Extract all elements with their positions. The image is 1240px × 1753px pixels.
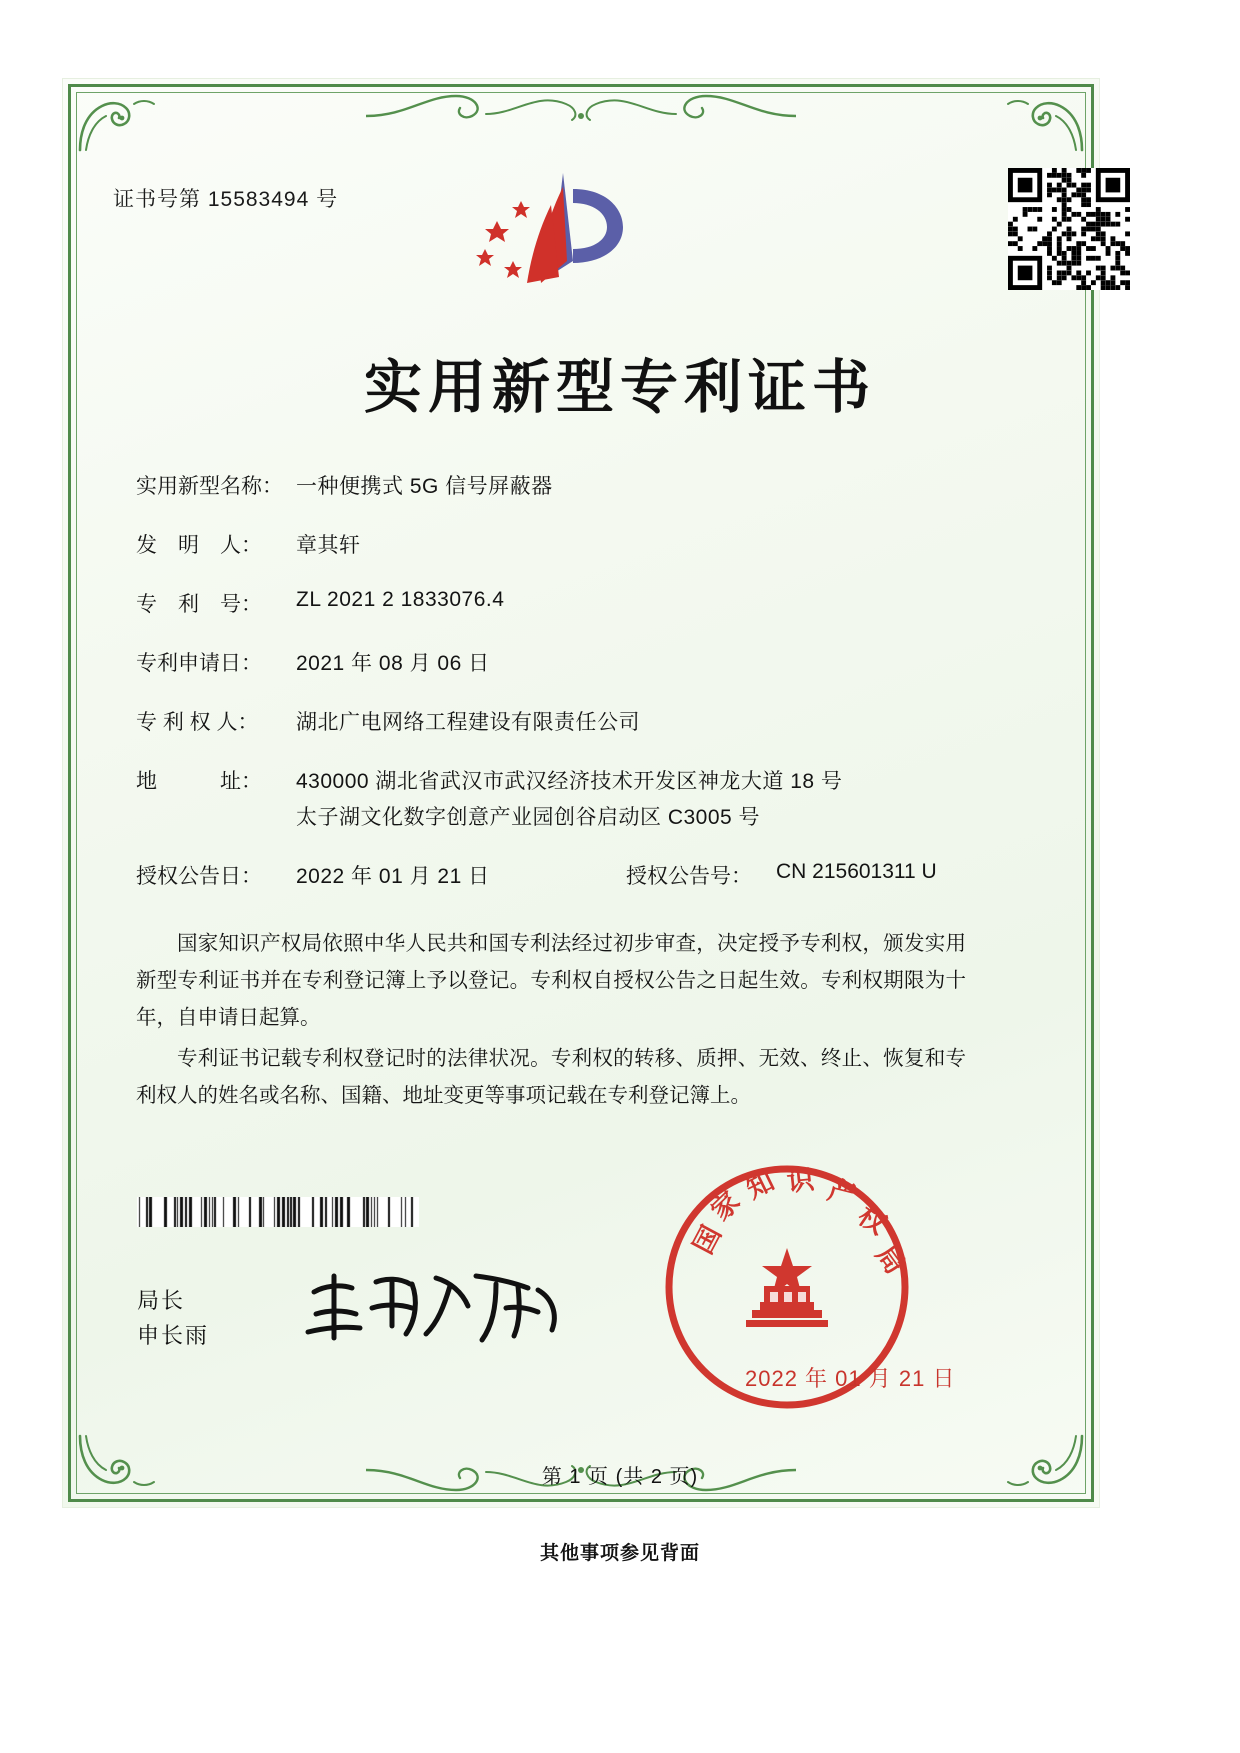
legal-text-block: [136, 925, 966, 1118]
field-row-patent-number: [136, 588, 956, 618]
field-label: 专 利 权 人：: [136, 711, 259, 734]
barcode: [137, 1197, 419, 1227]
corner-ornament-icon: [76, 92, 162, 154]
field-value: 2021 年 08 月 06 日: [296, 652, 490, 675]
field-label: 专 利 号：: [136, 593, 262, 616]
field-value: 一种便携式 5G 信号屏蔽器: [296, 475, 553, 498]
svg-text:家: 家: [705, 1185, 747, 1228]
field-row-name: [136, 470, 956, 500]
director-name-label: 申长雨: [137, 1323, 210, 1348]
corner-ornament-icon: [1000, 92, 1086, 154]
svg-text:局: 局: [869, 1239, 911, 1280]
svg-text:识: 识: [785, 1164, 816, 1198]
qr-code: [1008, 168, 1130, 290]
field-row-inventor: [136, 529, 956, 559]
handwritten-signature-icon: [300, 1262, 570, 1352]
field-label: 授权公告日：: [136, 865, 262, 888]
svg-text:权: 权: [852, 1200, 892, 1241]
field-label-announcement-number: 授权公告号：: [626, 865, 752, 888]
field-label: 发 明 人：: [136, 534, 262, 557]
field-row-grant: [136, 860, 956, 890]
director-title-label: 局长: [137, 1288, 186, 1313]
field-value: [296, 765, 956, 831]
field-label: 地 址：: [136, 770, 262, 793]
address-line-2: 太子湖文化数字创意产业园创谷启动区 C3005 号: [296, 806, 761, 829]
field-row-patentee: [136, 706, 956, 736]
field-value-announcement-number: CN 215601311 U: [776, 860, 937, 883]
field-value: 湖北广电网络工程建设有限责任公司: [296, 711, 640, 734]
back-side-note: 其他事项参见背面: [539, 1542, 700, 1564]
svg-text:国: 国: [687, 1220, 728, 1260]
certificate-number: 证书号第 15583494 号: [113, 188, 339, 211]
field-value: 章其轩: [296, 534, 361, 557]
field-row-application-date: [136, 647, 956, 677]
fields-block: [136, 470, 956, 919]
field-row-address: [136, 765, 956, 831]
paragraph-1: 国家知识产权局依照中华人民共和国专利法经过初步审查，决定授予专利权，颁发实用新型专利证书并在专利登记簿上予以登记。专利权自授权公告之日起生效。专利权期限为十年，自申请日起算。: [136, 932, 966, 1029]
top-ornament-icon: [366, 86, 796, 130]
field-label: 专利申请日：: [136, 652, 262, 675]
field-value: 2022 年 01 月 21 日: [296, 865, 490, 888]
field-value: ZL 2021 2 1833076.4: [296, 588, 505, 611]
signature-labels: [137, 1283, 209, 1353]
field-label: 实用新型名称：: [136, 475, 283, 498]
seal-date: 2022 年 01 月 21 日: [745, 1366, 956, 1391]
cnipa-logo-icon: [455, 165, 655, 300]
address-line-1: 430000 湖北省武汉市武汉经济技术开发区神龙大道 18 号: [296, 770, 843, 793]
paragraph-2: 专利证书记载专利权登记时的法律状况。专利权的转移、质押、无效、终止、恢复和专利权人的姓名或名称、国籍、地址变更等事项记载在专利登记簿上。: [136, 1047, 966, 1107]
svg-text:知: 知: [741, 1165, 780, 1206]
page-number: 第 1 页 (共 2 页): [541, 1466, 699, 1488]
svg-text:产: 产: [824, 1174, 859, 1212]
page-title: 实用新型专利证书: [363, 353, 876, 421]
